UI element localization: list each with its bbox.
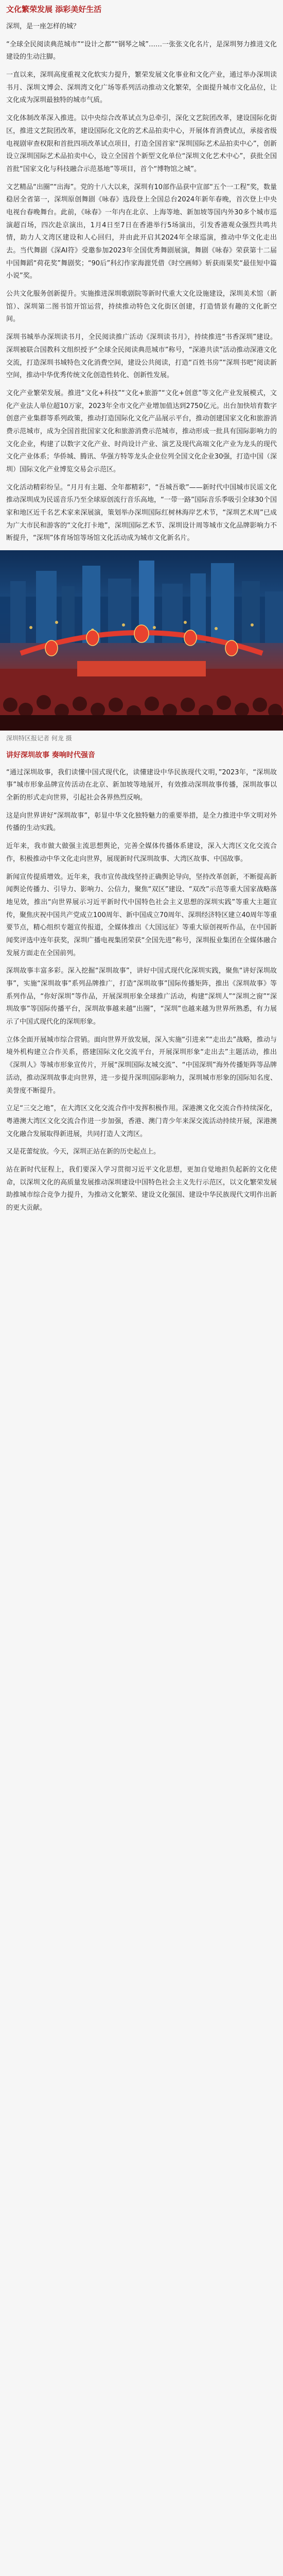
- article-paragraph: 文化活动精彩纷呈。“月月有主题、全年都精彩”，“吾城吾歌”——新时代中国城市民谣文化推动深圳成为民谣音乐乃至全球原创流行音乐高地，“一带一路”国际音乐季吸引全球30个国家和地区近千名艺术家来深展演，策划举办深圳国际红树林海岸艺术节，“深圳艺术周”已成为广大市民和游客的“文化打卡地”，深圳国际艺术节、深圳设计周等城市文化品牌影响力不断提升，“深圳”体育场馆等场馆文化活动成为城市文化新名片。: [6, 483, 277, 543]
- article-headline: 文化繁荣发展 添彩美好生活: [6, 5, 102, 14]
- article-paragraph: 近年来，我市做大做强主流思想舆论，完善全媒体传播体系建设，深入大湾区文化交流合作，积极推动中华文化走向世界，展现新时代深圳故事、大湾区故事、中国故事。: [6, 842, 277, 863]
- article-paragraph: 深圳故事丰富多彩。深入挖掘“深圳故事”，讲好中国式现代化深圳实践，聚焦“讲好深圳故事”，实施“深圳故事”系列品牌推广，打造“深圳故事”国际传播矩阵，推出《深圳故事》等系列作品，“你好深圳”等作品，开展深圳形象全球推广活动，构建“深圳人”“深圳之窗”“深圳故事”等国际传播平台，深圳故事越来越“出圈”，“深圳”也越来越为世界所熟悉，有力展示了中国式现代化的深圳形象。: [6, 967, 277, 1026]
- photo-caption: 深圳特区报记者 何龙 摄: [6, 735, 72, 742]
- article-paragraph: 立足“三交之地”，在大湾区文化交流合作中发挥积极作用。深港澳文化交流合作持续深化，粤港澳大湾区文化交流合作进一步加强，香港、澳门青少年来深交流活动持续开展，深港澳文化融合发展取得新进展，共同打造人文湾区。: [6, 1105, 277, 1138]
- article-paragraph: 立体全面开展城市综合营销。面向世界开放发展，深入实施“引进来”“走出去”战略，推动与境外机构建立合作关系，搭建国际文化交流平台，开展深圳形象“走出去”主题活动，推出《深圳人》等城市形象宣传片，开展“深圳国际友城交流”、“中国深圳”海外传播矩阵等品牌活动，推动深圳故事走向世界，进一步提升深圳国际影响力，深圳城市形象的国际知名度、美誉度不断提升。: [6, 1036, 277, 1095]
- article-paragraph: 一直以来，深圳高度重视文化软实力提升，繁荣发展文化事业和文化产业，通过举办深圳读书月、深圳文博会、深圳湾文化广场等系列活动推动文化繁荣，全面提升城市文化品位，让文化成为深圳最独特的城市气质。: [6, 71, 277, 105]
- article-body-part1: [6, 21, 277, 545]
- article-bottom-section: [0, 750, 283, 1214]
- article-paragraph: 公共文化服务创新提升。实施推进深圳歌剧院等新时代重大文化设施建设，深圳美术馆（新馆）、深圳第二图书馆开馆运营，持续推动特色文化街区创建，打造情景有趣的文化新空间。: [6, 290, 277, 324]
- article-body-part2: [6, 767, 277, 1215]
- article-paragraph: “通过深圳故事，我们读懂中国式现代化，读懂建设中华民族现代文明，”2023年，“深圳故事”城市形象品牌宣传活动在北京、新加坡等地展开，有效推动深圳故事传播，深圳故事以全新的形式走向世界，引起社会各界热烈反响。: [6, 768, 277, 802]
- section-subheading: 讲好深圳故事 奏响时代强音: [6, 751, 95, 760]
- article-paragraph: 文化体制改革深入推进。以中央综合改革试点为总牵引，深化文艺院团改革，建设国际化街区，推进文艺院团改革，建设国际化文化的艺术品拍卖中心，开展体育消费试点，承接省级电视剧审查权限和首批四项改革试点项目，打造全国首家“深圳国际艺术品拍卖中心”，创新设立深圳国际艺术品拍卖中心，设立全国首个新型文化单位“深圳文化艺术中心”，获批全国首批“国家文化与科技融合示范基地”等项目，首个“博物馆之城”。: [6, 114, 277, 173]
- photo-illustration: [0, 550, 283, 731]
- article-paragraph: 深圳，是一座怎样的城？: [6, 23, 80, 30]
- article-paragraph: 文艺精品“出圈”“出海”。党的十八大以来，深圳有10部作品获中宣部“五个一工程”奖，数量稳居全省第一，深圳原创舞剧《咏春》选段登上全国总台2024年新年春晚，首次登上中央电视台春晚舞台。此前，《咏春》一年内在北京、上海等地、新加坡等国内外30多个城市巡演超百场，四次赴京演出，1月4日至7日在香港举行5场演出，引发香港观众强烈共鸣共情，助力人文湾区建设和人心回归，并由此开启其2024年全球巡演，推动中华文化走出去。当代舞剧《深AI符》受邀参加2023年全国优秀舞剧展演，舞剧《咏春》荣获第十二届中国舞蹈“荷花奖”舞剧奖；“90后”科幻作家海漄凭借《时空画师》斩获雨果奖“最佳短中篇小说”奖。: [6, 183, 277, 280]
- article-paragraph: 又是花蕾绽放。今天，深圳正站在新的历史起点上。: [6, 1148, 161, 1156]
- article-paragraph: 站在新时代征程上，我们要深入学习贯彻习近平文化思想，更加自觉地担负起新的文化使命，以深圳文化的高质量发展推动深圳建设中国特色社会主义先行示范区，以文化繁荣发展助推城市综合竞争力提升，为推动文化繁荣、建设文化强国、建设中华民族现代文明作出新的更大贡献。: [6, 1165, 277, 1212]
- article-paragraph: “全球全民阅读典范城市”“设计之都”“钢琴之城”……一张张文化名片，是深圳努力推进文化建设的生动注脚。: [6, 40, 277, 61]
- article-paragraph: 这是向世界讲好“深圳故事”，彰显中华文化独特魅力的重要举措，是全力推进中华文明对外传播的生动实践。: [6, 811, 277, 833]
- article-page: [0, 3, 283, 1215]
- article-paragraph: 文化产业繁荣发展。推进“文化+科技”“文化+旅游”“文化+创意”等文化产业发展模式，文化产业法人单位超10万家，2023年全市文化产业增加值达到2750亿元。出台加快培育数字创意产业集群等系列政策，推动打造国际化文化产品展示平台，推动创建国家文化和旅游消费示范城市，成为全国首批国家文化和旅游消费示范城市，推动形成一批具有国际影响力的文化企业，构建了以数字文化产业、时尚设计产业、演艺及现代高端文化产业为龙头的现代文化产业体系；华侨城、腾讯、华强方特等龙头企业位列全国文化企业30强，打造中国（深圳）国际文化产业博览交易会示范区。: [6, 389, 277, 473]
- article-top-section: [0, 3, 283, 545]
- news-photo-city-festival: [0, 550, 283, 731]
- article-paragraph: 深圳书城举办深圳读书月，全民阅读推广活动《深圳读书月》，持续推进“书香深圳”建设。深圳被联合国教科文组织授予“全球全民阅读典范城市”称号，“深港共读”活动推动深港文化交流，打造深圳书城特色文化消费空间，建设公共阅读，打造“百姓书房”“深圳书吧”阅读新空间，推动中华优秀传统文化创造性转化、创新性发展。: [6, 333, 277, 380]
- article-paragraph: 新闻宣传提质增效。近年来，我市宣传战线坚持正确舆论导向，坚持改革创新，不断提高新闻舆论传播力、引导力、影响力、公信力，聚焦“双区”建设、“双改”示范等重大国家战略落地见效，推出“向世界展示习近平新时代中国特色社会主义思想的深圳实践”等重大主题宣传，聚焦庆祝中国共产党成立100周年、新中国成立70周年、深圳经济特区建立40周年等重要节点，精心组织专题宣传报道，全媒体推出《大国远征》等重大原创视听作品，在中国新闻奖评选中连年获奖，深圳广播电视集团荣获“全国先进”称号，深圳报业集团在全媒体融合发展方面走在全国前列。: [6, 873, 277, 957]
